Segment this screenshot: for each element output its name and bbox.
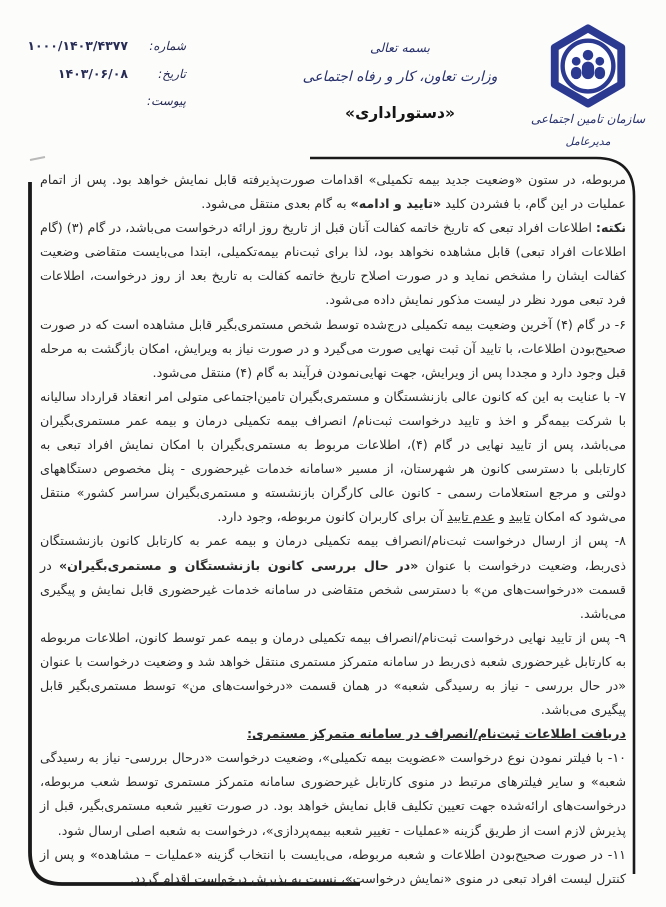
organization-name: سازمان تامین اجتماعی: [530, 112, 646, 126]
letter-meta-block: [6, 38, 186, 121]
paragraph-item-10: [40, 746, 626, 842]
meta-row-attachment: [6, 94, 186, 108]
date-value: ۱۴۰۳/۰۶/۰۸: [57, 66, 128, 81]
ministry-name: وزارت تعاون، کار و رفاه اجتماعی: [302, 69, 498, 85]
date-label: تاریخ:: [158, 67, 186, 81]
text-segment: ۷- با عنایت به این که کانون عالی بازنشستگان و مستمری‌بگیران تامین‌اجتماعی متولی امر انعقاد قرارداد سالیانه با شرکت بیمه‌گر و اخذ و تایید درخواست ثبت‌نام/ انصراف بیمه تکمیلی درمان و بیمه عمر مستمری‌بگیران می‌باشد، پس از تایید نهایی در گام (۴)، اطلاعات مربوط به مستمری‌بگیران با امکان نمایش افراد تبعی به کارتابلی با دسترسی کانون هر شهرستان، از مسیر «سامانه خدمات غیرحضوری - پنل مخصوص دستگاههای دولتی و مرجع استعلامات رسمی - کانون عالی کارگران بازنشسته و مستمری‌بگیران سراسر کشور» منتقل می‌شود که امکان: [40, 388, 626, 525]
text-segment-underline: عدم تایید: [447, 509, 495, 525]
text-segment: ۶- در گام (۴) آخرین وضعیت بیمه تکمیلی درج‌شده توسط شخص مستمری‌بگیر قابل مشاهده است که در صورت صحیح‌بودن اطلاعات، با تایید آن ثبت نهایی صورت می‌گیرد و در صورت نیاز به ویرایش، امکان بازگشت به مرحله قبل وجود دارد و مجددا پس از ویرایش، جهت نهایی‌نمودن فرآیند به گام (۴) منتقل می‌شود.: [40, 316, 626, 380]
section-heading: [40, 722, 626, 746]
section-heading-text: دریافت اطلاعات ثبت‌نام/انصراف در سامانه متمرکز مستمری:: [246, 726, 626, 742]
letterhead-center: [268, 40, 532, 122]
paragraph-note: [40, 216, 626, 312]
number-value: ۱۰۰۰/۱۴۰۳/۴۳۷۷: [27, 38, 128, 53]
organization-role: مدیرعامل: [565, 135, 611, 148]
text-segment: در قسمت «درخواست‌های من» با دسترسی شخص متقاضی در سامانه خدمات غیرحضوری قابل نمایش و پیگیری می‌باشد.: [40, 557, 626, 621]
note-label: نکته:: [595, 220, 626, 236]
meta-row-date: [6, 66, 186, 81]
attachment-label: پیوست:: [146, 94, 186, 108]
paragraph-item-7: [40, 385, 626, 530]
text-segment-underline: تایید: [508, 509, 531, 525]
paragraph-item-11: [40, 843, 626, 891]
paragraph-item-8: [40, 529, 626, 625]
paragraph-item-9: [40, 626, 626, 722]
organization-block: [522, 24, 654, 148]
letter-body: [40, 168, 626, 891]
text-segment-bold: «در حال بررسی کانون بازنشستگان و مستمری‌بگیران»: [58, 557, 419, 573]
paragraph-item-6: [40, 313, 626, 385]
text-segment: مربوطه، در ستون «وضعیت جدید بیمه تکمیلی» اقدامات صورت‌پذیرفته قابل نمایش خواهد بود. پس از اتمام عملیات در این گام، با فشردن کلید: [40, 172, 626, 212]
text-segment: اطلاعات افراد تبعی که تاریخ خاتمه کفالت آنان قبل از تاریخ روز ارائه درخواست می‌باشد، در گام (۳) (گام اطلاعات افراد تبعی) قابل مشاهده نخواهد بود، لذا برای ثبت‌نام بیمه‌تکمیلی، ابتدا می‌بایست متقاضی وضعیت کفالت ایشان را مشخص نماید و در صورت اصلاح تاریخ خاتمه کفالت به تاریخ بعد از روز درخواست، اطلاعات فرد تبعی مورد نظر در لیست مذکور نمایش داده می‌شود.: [40, 220, 626, 308]
number-label: شماره:: [149, 39, 186, 53]
text-segment: ۱۱- در صورت صحیح‌بودن اطلاعات و شعبه مربوطه، می‌بایست با انتخاب گزینه «عملیات – مشاهده» و پس از کنترل لیست افراد تبعی در منوی «نمایش درخواست»، نسبت به پذیرش درخواست اقدام گردد.: [40, 846, 626, 886]
text-segment: و: [494, 509, 509, 525]
text-segment: ۹- پس از تایید نهایی درخواست ثبت‌نام/انصراف بیمه تکمیلی درمان و بیمه عمر توسط کانون، اطلاعات مربوطه به کارتابل غیرحضوری شعبه ذی‌ربط در سامانه متمرکز مستمری منتقل خواهد شد و وضعیت درخواست با عنوان «در حال بررسی - نیاز به رسیدگی شعبه» در همان قسمت «درخواست‌های من» توسط مستمری‌بگیر قابل پیگیری می‌باشد.: [40, 629, 626, 718]
bismillah-text: بسمه تعالی: [369, 40, 431, 55]
text-segment: ۱۰- با فیلتر نمودن نوع درخواست «عضویت بیمه تکمیلی»، وضعیت درخواست «درحال بررسی- نیاز به رسیدگی شعبه» و سایر فیلترهای مرتبط در منوی کارتابل غیرحضوری سامانه متمرکز مستمری توسط شعب مربوطه، درخواست‌های ارائه‌شده جهت تعیین تکلیف قابل نمایش خواهد بود. در صورت تغییر شعبه مستمری‌بگیر، قبل از پذیرش لازم است از طریق گزینه «عملیات - تغییر شعبه بیمه‌پردازی»، درخواست به شعبه اصلی ارسال شود.: [40, 750, 626, 838]
text-segment-bold: «تایید و ادامه»: [350, 196, 442, 212]
text-segment: به گام بعدی منتقل می‌شود.: [201, 196, 351, 212]
social-security-organization-logo-icon: [544, 24, 632, 108]
document-type-title: «دستوراداری»: [345, 104, 455, 122]
text-segment: آن برای کاربران کانون مربوطه، وجود دارد.: [217, 509, 448, 525]
meta-row-number: [6, 38, 186, 53]
text-segment: ۸- پس از ارسال درخواست ثبت‌نام/انصراف بیمه تکمیلی درمان و بیمه عمر به کارتابل کانون بازنشستگان ذی‌ربط، وضعیت درخواست با عنوان: [40, 533, 626, 573]
paragraph-intro-continuation: [40, 168, 626, 216]
